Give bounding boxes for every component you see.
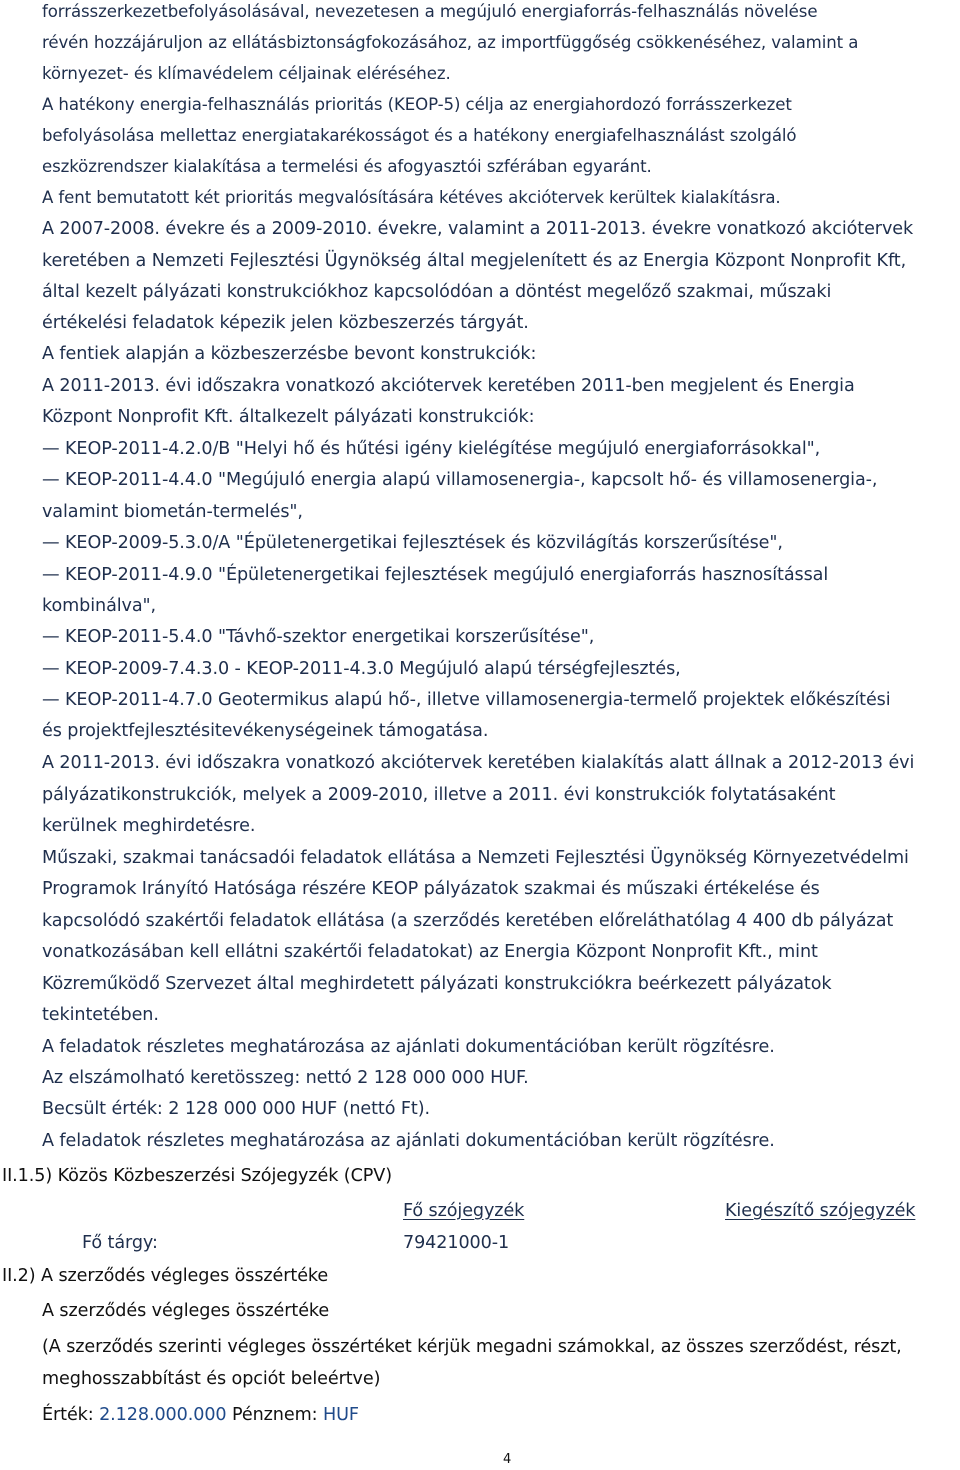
- cpv-main-vocabulary-header: Fő szójegyzék: [403, 1201, 525, 1221]
- currency-value: HUF: [322, 1405, 359, 1425]
- text-line: forrásszerkezetbefolyásolásával, nevezetesen a megújuló energiaforrás-felhasználás növelése: [42, 2, 818, 21]
- text-line: A fent bemutatott két prioritás megvalósítására kétéves akciótervek kerültek kialakításra.: [42, 188, 781, 207]
- value-row: [42, 1403, 359, 1427]
- cpv-main-object-label: Fő tárgy:: [82, 1233, 158, 1253]
- list-item: — KEOP-2011-5.4.0 "Távhő-szektor energetikai korszerűsítése",: [42, 625, 594, 649]
- list-item-continuation: valamint biometán-termelés",: [42, 502, 303, 522]
- list-item: — KEOP-2009-7.4.3.0 - KEOP-2011-4.3.0 Megújuló alapú térségfejlesztés,: [42, 657, 681, 681]
- text-line: A feladatok részletes meghatározása az ajánlati dokumentációban került rögzítésre.: [42, 1131, 775, 1151]
- list-item: — KEOP-2011-4.9.0 "Épületenergetikai fejlesztések megújuló energiaforrás hasznosítással: [42, 563, 828, 587]
- value-note: meghosszabbítást és opciót beleértve): [42, 1369, 381, 1389]
- list-item-continuation: kombinálva",: [42, 596, 157, 616]
- value-label: Érték:: [42, 1405, 94, 1425]
- text-line: eszközrendszer kialakítása a termelési és afogyasztói szférában egyaránt.: [42, 157, 652, 176]
- text-line: keretében a Nemzeti Fejlesztési Ügynökség által megjelenített és az Energia Központ Nonprofit Kft,: [42, 251, 907, 271]
- text-line: Műszaki, szakmai tanácsadói feladatok ellátása a Nemzeti Fejlesztési Ügynökség Környezetvédelmi: [42, 848, 909, 868]
- page-number: 4: [503, 1452, 512, 1467]
- text-line: A hatékony energia-felhasználás prioritás (KEOP-5) célja az energiahordozó forrásszerkezet: [42, 95, 792, 114]
- value-amount: 2.128.000.000: [99, 1405, 227, 1425]
- text-line: Központ Nonprofit Kft. általkezelt pályázati konstrukciók:: [42, 407, 535, 427]
- text-line: Programok Irányító Hatósága részére KEOP pályázatok szakmai és műszaki értékelése és: [42, 879, 820, 899]
- text-line: kapcsolódó szakértői feladatok ellátása (a szerződés keretében előreláthatólag 4 400 db pályázat: [42, 911, 894, 931]
- value-subheading: A szerződés végleges összértéke: [42, 1301, 330, 1321]
- value-note: (A szerződés szerinti végleges összértéket kérjük megadni számokkal, az összes szerződést, részt,: [42, 1337, 902, 1357]
- list-item: — KEOP-2011-4.2.0/B "Helyi hő és hűtési igény kielégítése megújuló energiaforrásokkal",: [42, 437, 820, 461]
- text-line: értékelési feladatok képezik jelen közbeszerzés tárgyát.: [42, 313, 529, 333]
- text-line: A 2007-2008. évekre és a 2009-2010. évekre, valamint a 2011-2013. évekre vonatkozó akciótervek: [42, 219, 914, 239]
- list-item: — KEOP-2011-4.7.0 Geotermikus alapú hő-, illetve villamosenergia-termelő projektek előkészítési: [42, 688, 891, 712]
- text-line: által kezelt pályázati konstrukciókhoz kapcsolódóan a döntést megelőző szakmai, műszaki: [42, 282, 832, 302]
- cpv-supplementary-vocabulary-header: Kiegészítő szójegyzék: [725, 1201, 916, 1221]
- text-line: tekintetében.: [42, 1005, 159, 1025]
- text-line: révén hozzájáruljon az ellátásbiztonságfokozásához, az importfüggőség csökkenéséhez, valamint a: [42, 33, 859, 52]
- currency-label: Pénznem:: [232, 1405, 318, 1425]
- text-line: A fentiek alapján a közbeszerzésbe bevont konstrukciók:: [42, 344, 537, 364]
- text-line: A 2011-2013. évi időszakra vonatkozó akciótervek keretében 2011-ben megjelent és Energia: [42, 376, 855, 396]
- text-line: A feladatok részletes meghatározása az ajánlati dokumentációban került rögzítésre.: [42, 1037, 775, 1057]
- cpv-code: 79421000-1: [403, 1233, 510, 1253]
- text-line: vonatkozásában kell ellátni szakértői feladatokat) az Energia Központ Nonprofit Kft., mint: [42, 942, 818, 962]
- text-line: Közreműködő Szervezet által meghirdetett pályázati konstrukciókra beérkezett pályázatok: [42, 974, 832, 994]
- list-item: — KEOP-2009-5.3.0/A "Épületenergetikai fejlesztések és közvilágítás korszerűsítése",: [42, 531, 783, 555]
- text-line: Becsült érték: 2 128 000 000 HUF (nettó Ft).: [42, 1099, 430, 1119]
- section-heading-value: II.2) A szerződés végleges összértéke: [2, 1266, 329, 1286]
- text-line: befolyásolása mellettaz energiatakarékosságot és a hatékony energiafelhasználást szolgáló: [42, 126, 797, 145]
- text-line: A 2011-2013. évi időszakra vonatkozó akciótervek keretében kialakítás alatt állnak a 2012-2013 évi: [42, 753, 915, 773]
- text-line: Az elszámolható keretösszeg: nettó 2 128 000 000 HUF.: [42, 1068, 529, 1088]
- text-line: környezet- és klímavédelem céljainak eléréséhez.: [42, 64, 451, 83]
- section-heading-cpv: II.1.5) Közös Közbeszerzési Szójegyzék (CPV): [2, 1166, 392, 1186]
- list-item-continuation: és projektfejlesztésitevékenységeinek támogatása.: [42, 721, 489, 741]
- list-item: — KEOP-2011-4.4.0 "Megújuló energia alapú villamosenergia-, kapcsolt hő- és villamosenergia-,: [42, 468, 877, 492]
- text-line: pályázatikonstrukciók, melyek a 2009-2010, illetve a 2011. évi konstrukciók folytatásaként: [42, 785, 836, 805]
- text-line: kerülnek meghirdetésre.: [42, 816, 256, 836]
